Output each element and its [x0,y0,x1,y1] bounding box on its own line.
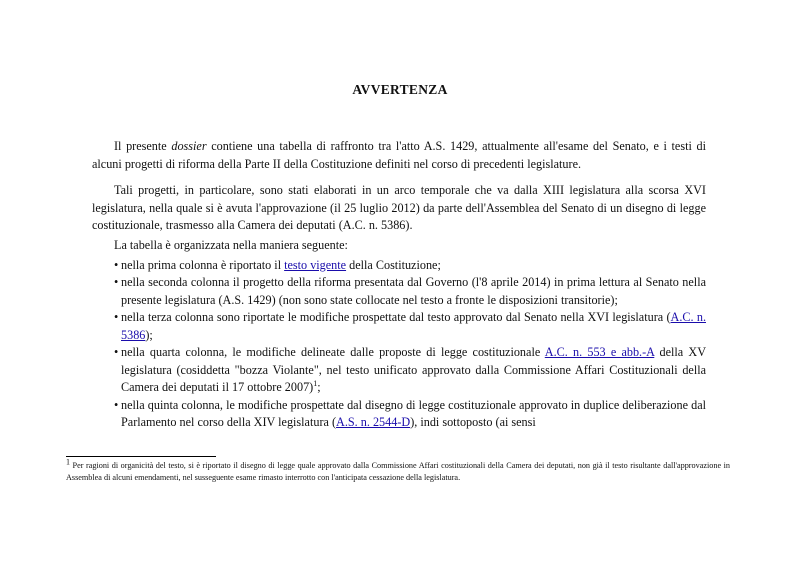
link-testo-vigente[interactable]: testo vigente [284,257,347,272]
p1-italic: dossier [171,139,207,153]
bullet-icon: • [114,257,119,272]
paragraph-table-structure [92,237,706,432]
footnote [66,457,730,484]
p3-intro: La tabella è organizzata nella maniera seguente: [114,238,348,252]
list-item [92,257,706,275]
bullet-icon: • [114,275,119,289]
list-item [92,274,706,309]
footnote-mark: 1 [66,457,70,467]
footnote-text: Per ragioni di organicità del testo, si è riportato il disegno di legge quale approvato dalla Commissione Affari costituzionali della Camera dei deputati, non già il testo risultante dall'approvazione in Assemblea di alcuni emendamenti, nel susseguente esame rimasto interrotto con l'anticipata cessazione della legislatura. [66,461,730,482]
link-as-2544d[interactable]: A.S. n. 2544-D [336,415,411,429]
paragraph-intro [92,138,706,173]
link-ac-5386[interactable]: A.C. n. 5386 [121,310,706,342]
item-text: nella quinta colonna, le modifiche prospettate dal disegno di legge costituzionale approvato in duplice deliberazione dal Parlamento nel corso della XIV legislatura ( [121,397,706,429]
item-text: ), indi sottoposto (ai sensi [410,415,536,429]
item-text: nella seconda colonna il progetto della riforma presentata dal Governo (l'8 aprile 2014) in prima lettura al Senato nella presente legislatura (A.S. 1429) (non sono state collocate nel testo a fronte le disposizioni transitorie); [121,275,706,307]
bullet-icon: • [114,345,119,359]
p1-after: contiene una tabella di raffronto tra l'atto A.S. 1429, attualmente all'esame del Senato, e i testi di alcuni progetti di riforma della Parte II della Costituzione definiti nel corso di precedenti legislature. [92,139,706,171]
item-text: nella prima colonna è riportato il [121,257,285,272]
item-text: della XV legislatura (cosiddetta "bozza Violante", nel testo unificato approvato dalla Commissione Affari Costituzionali della Camera dei deputati il 17 ottobre 2007) [121,345,706,394]
item-text: ); [145,327,153,342]
footnote-divider [66,456,216,457]
column-list [92,257,706,432]
link-ac-553[interactable]: A.C. n. 553 e abb.-A [544,345,655,359]
bullet-icon: • [114,397,119,412]
bullet-icon: • [114,310,119,324]
paragraph-projects [92,182,706,235]
list-item [92,344,706,397]
item-text: nella quarta colonna, le modifiche delineate dalle proposte di legge costituzionale [121,345,545,359]
footnote-ref[interactable]: 1 [313,378,318,388]
p1-before: Il presente [114,139,172,153]
list-item [92,397,706,432]
item-text: ; [317,380,321,394]
item-text: della Costituzione; [346,257,441,272]
page-title: AVVERTENZA [352,82,448,97]
item-text: nella terza colonna sono riportate le modifiche prospettate dal testo approvato dal Senato nella XVI legislatura ( [121,310,671,324]
list-item [92,309,706,344]
p2-text: Tali progetti, in particolare, sono stati elaborati in un arco temporale che va dalla XIII legislatura alla scorsa XVI legislatura, nella quale si è avuta l'approvazione (il 25 luglio 2012) da parte dell'Assemblea del Senato di un disegno di legge costituzionale, trasmesso alla Camera dei deputati (A.C. n. 5386). [92,183,706,232]
